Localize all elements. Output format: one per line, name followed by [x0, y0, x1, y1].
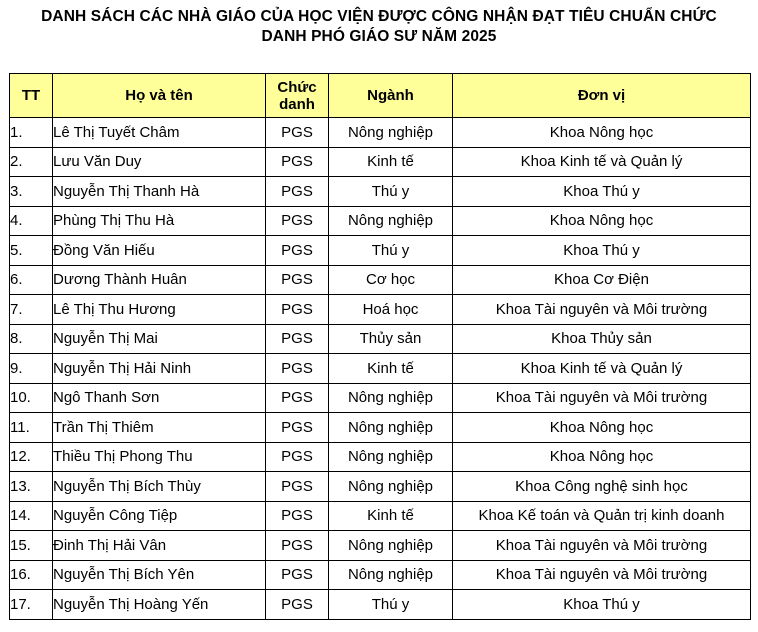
title-line-2: DANH PHÓ GIÁO SƯ NĂM 2025 — [261, 28, 497, 45]
cell-field: Nông nghiệp — [329, 413, 453, 443]
cell-unit: Khoa Nông học — [453, 413, 751, 443]
header-title — [266, 74, 329, 118]
table-body — [10, 118, 751, 620]
cell-title: PGS — [266, 383, 329, 413]
cell-title: PGS — [266, 177, 329, 207]
table-row — [10, 118, 751, 148]
cell-field: Thú y — [329, 236, 453, 266]
cell-title: PGS — [266, 413, 329, 443]
cell-unit: Khoa Tài nguyên và Môi trường — [453, 560, 751, 590]
cell-tt: 4. — [10, 206, 53, 236]
cell-title: PGS — [266, 236, 329, 266]
cell-field: Nông nghiệp — [329, 472, 453, 502]
cell-field: Nông nghiệp — [329, 560, 453, 590]
cell-title: PGS — [266, 295, 329, 325]
table-row — [10, 324, 751, 354]
table-row — [10, 354, 751, 384]
table-row — [10, 265, 751, 295]
cell-tt: 14. — [10, 501, 53, 531]
cell-name: Lê Thị Thu Hương — [53, 295, 266, 325]
cell-unit: Khoa Nông học — [453, 118, 751, 148]
cell-name: Lê Thị Tuyết Châm — [53, 118, 266, 148]
cell-unit: Khoa Nông học — [453, 442, 751, 472]
header-row — [10, 74, 751, 118]
cell-unit: Khoa Tài nguyên và Môi trường — [453, 295, 751, 325]
table-row — [10, 590, 751, 620]
table-row — [10, 177, 751, 207]
cell-tt: 7. — [10, 295, 53, 325]
table-row — [10, 472, 751, 502]
cell-tt: 16. — [10, 560, 53, 590]
cell-field: Nông nghiệp — [329, 206, 453, 236]
cell-title: PGS — [266, 472, 329, 502]
header-title-line-1: Chức — [277, 78, 317, 96]
document-title — [0, 7, 758, 47]
professor-list-table — [9, 73, 751, 620]
cell-title: PGS — [266, 206, 329, 236]
cell-name: Nguyễn Thị Bích Yên — [53, 560, 266, 590]
cell-unit: Khoa Kinh tế và Quản lý — [453, 354, 751, 384]
cell-name: Dương Thành Huân — [53, 265, 266, 295]
title-line-1: DANH SÁCH CÁC NHÀ GIÁO CỦA HỌC VIỆN ĐƯỢC CÔNG NHẬN ĐẠT TIÊU CHUẨN CHỨC — [41, 8, 717, 25]
cell-name: Nguyễn Thị Bích Thùy — [53, 472, 266, 502]
cell-unit: Khoa Cơ Điện — [453, 265, 751, 295]
cell-tt: 11. — [10, 413, 53, 443]
cell-name: Đinh Thị Hải Vân — [53, 531, 266, 561]
cell-unit: Khoa Thủy sản — [453, 324, 751, 354]
cell-name: Phùng Thị Thu Hà — [53, 206, 266, 236]
table-header — [10, 74, 751, 118]
cell-field: Kinh tế — [329, 354, 453, 384]
cell-field: Nông nghiệp — [329, 442, 453, 472]
cell-unit: Khoa Công nghệ sinh học — [453, 472, 751, 502]
cell-title: PGS — [266, 501, 329, 531]
cell-title: PGS — [266, 442, 329, 472]
cell-field: Thú y — [329, 177, 453, 207]
cell-name: Đồng Văn Hiếu — [53, 236, 266, 266]
table-row — [10, 206, 751, 236]
cell-tt: 6. — [10, 265, 53, 295]
cell-tt: 2. — [10, 147, 53, 177]
table-row — [10, 236, 751, 266]
cell-title: PGS — [266, 560, 329, 590]
cell-title: PGS — [266, 324, 329, 354]
cell-unit: Khoa Thú y — [453, 177, 751, 207]
table-row — [10, 383, 751, 413]
header-unit: Đơn vị — [453, 74, 751, 118]
cell-name: Nguyễn Thị Hoàng Yến — [53, 590, 266, 620]
cell-title: PGS — [266, 354, 329, 384]
cell-title: PGS — [266, 531, 329, 561]
cell-tt: 10. — [10, 383, 53, 413]
cell-title: PGS — [266, 147, 329, 177]
cell-field: Thủy sản — [329, 324, 453, 354]
cell-title: PGS — [266, 118, 329, 148]
cell-name: Thiều Thị Phong Thu — [53, 442, 266, 472]
table-row — [10, 501, 751, 531]
table-row — [10, 442, 751, 472]
cell-field: Thú y — [329, 590, 453, 620]
header-title-line-2: danh — [279, 95, 315, 113]
cell-tt: 3. — [10, 177, 53, 207]
cell-name: Trần Thị Thiêm — [53, 413, 266, 443]
cell-field: Kinh tế — [329, 501, 453, 531]
cell-name: Nguyễn Thị Hải Ninh — [53, 354, 266, 384]
cell-tt: 1. — [10, 118, 53, 148]
cell-name: Nguyễn Công Tiệp — [53, 501, 266, 531]
header-field: Ngành — [329, 74, 453, 118]
cell-unit: Khoa Tài nguyên và Môi trường — [453, 531, 751, 561]
cell-unit: Khoa Thú y — [453, 590, 751, 620]
cell-title: PGS — [266, 265, 329, 295]
cell-unit: Khoa Kinh tế và Quản lý — [453, 147, 751, 177]
cell-field: Nông nghiệp — [329, 383, 453, 413]
cell-name: Lưu Văn Duy — [53, 147, 266, 177]
cell-field: Hoá học — [329, 295, 453, 325]
cell-tt: 12. — [10, 442, 53, 472]
table-row — [10, 295, 751, 325]
cell-tt: 9. — [10, 354, 53, 384]
cell-unit: Khoa Tài nguyên và Môi trường — [453, 383, 751, 413]
cell-unit: Khoa Nông học — [453, 206, 751, 236]
table-row — [10, 560, 751, 590]
table-row — [10, 147, 751, 177]
cell-tt: 5. — [10, 236, 53, 266]
table-row — [10, 531, 751, 561]
cell-unit: Khoa Thú y — [453, 236, 751, 266]
cell-title: PGS — [266, 590, 329, 620]
cell-tt: 17. — [10, 590, 53, 620]
cell-name: Ngô Thanh Sơn — [53, 383, 266, 413]
cell-unit: Khoa Kế toán và Quản trị kinh doanh — [453, 501, 751, 531]
cell-name: Nguyễn Thị Thanh Hà — [53, 177, 266, 207]
cell-field: Nông nghiệp — [329, 531, 453, 561]
table-row — [10, 413, 751, 443]
cell-tt: 8. — [10, 324, 53, 354]
header-name: Họ và tên — [53, 74, 266, 118]
cell-name: Nguyễn Thị Mai — [53, 324, 266, 354]
header-tt: TT — [10, 74, 53, 118]
cell-tt: 13. — [10, 472, 53, 502]
cell-field: Cơ học — [329, 265, 453, 295]
cell-field: Kinh tế — [329, 147, 453, 177]
cell-field: Nông nghiệp — [329, 118, 453, 148]
cell-tt: 15. — [10, 531, 53, 561]
